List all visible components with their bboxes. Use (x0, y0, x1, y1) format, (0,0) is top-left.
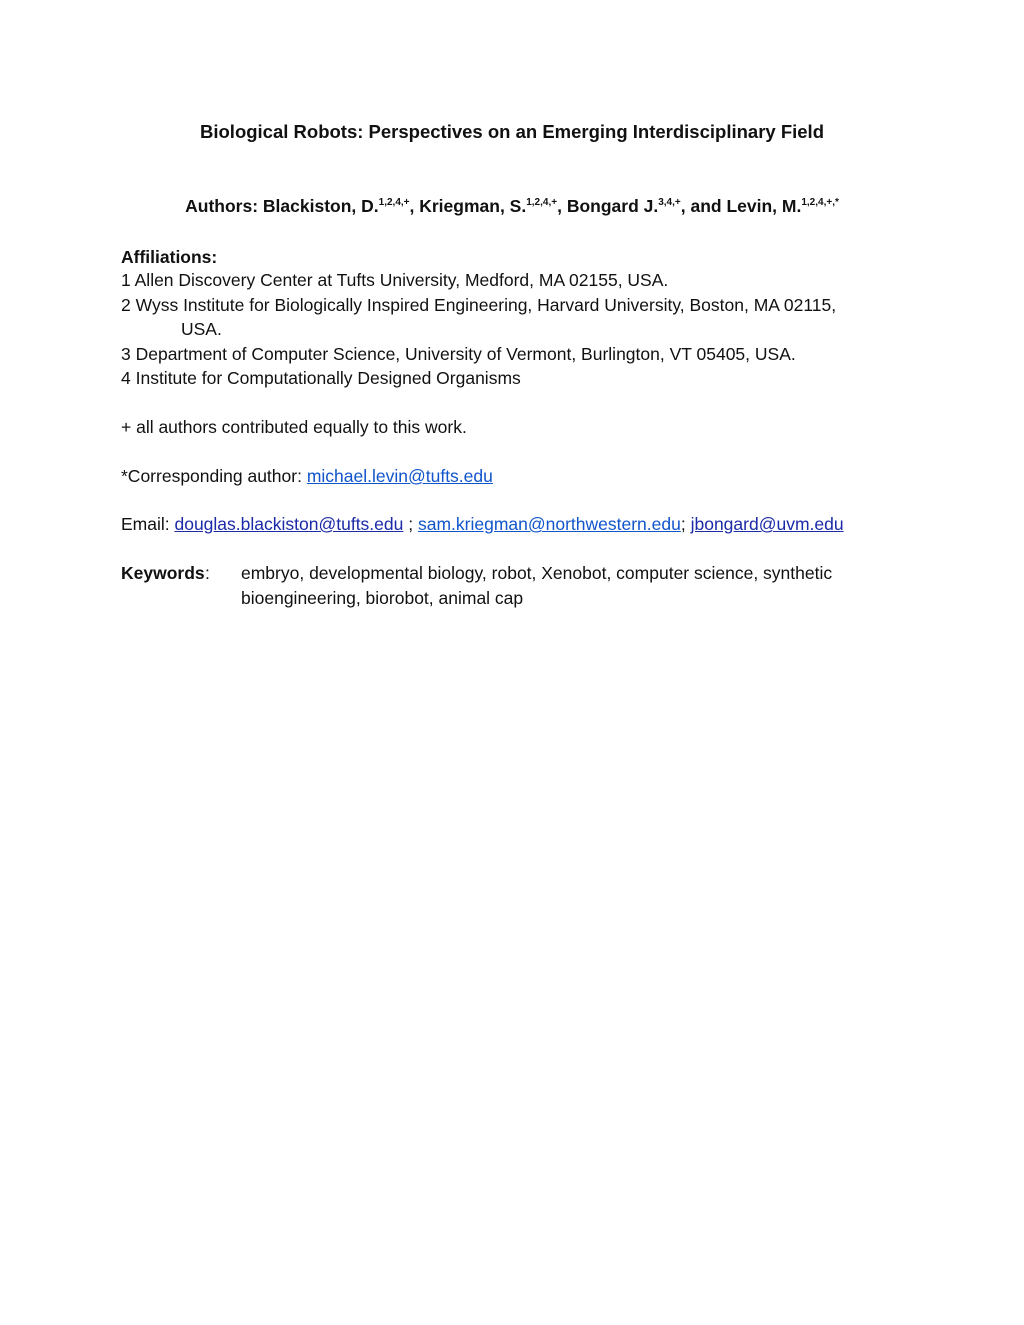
author-affiliation-marks: 1,2,4,+,* (801, 197, 839, 208)
email-separator: ; (680, 514, 691, 534)
keywords-label: Keywords (121, 563, 205, 583)
author-separator: , (409, 196, 420, 216)
keywords-colon: : (205, 563, 210, 583)
affiliation-item: 3 Department of Computer Science, University of Vermont, Burlington, VT 05405, USA. (121, 343, 796, 364)
corresponding-label: *Corresponding author: (121, 466, 307, 486)
keywords-text: embryo, developmental biology, robot, Xenobot, computer science, synthetic bioengineering, biorobot, animal cap (241, 563, 833, 608)
author-name: Bongard J. (566, 196, 659, 216)
email-label: Email: (121, 514, 175, 534)
author-separator: , and (680, 196, 727, 216)
corresponding-author (121, 464, 921, 489)
email-link-kriegman[interactable]: sam.kriegman@northwestern.edu (417, 514, 681, 534)
affiliation-item: 1 Allen Discovery Center at Tufts University, Medford, MA 02155, USA. (121, 270, 669, 290)
email-line (121, 512, 921, 537)
contribution-note: + all authors contributed equally to this work. (121, 417, 467, 437)
author-name: Blackiston, D. (262, 196, 379, 216)
authors-prefix: Authors: (185, 196, 263, 216)
email-separator: ; (403, 514, 418, 534)
email-link-blackiston[interactable]: douglas.blackiston@tufts.edu (174, 514, 404, 534)
author-affiliation-marks: 3,4,+ (658, 197, 681, 208)
author-affiliation-marks: 1,2,4,+ (378, 197, 410, 208)
paper-title: Biological Robots: Perspectives on an Emerging Interdisciplinary Field (200, 121, 824, 142)
author-separator: , (557, 196, 567, 216)
email-link-bongard[interactable]: jbongard@uvm.edu (690, 514, 844, 534)
affiliations-heading: Affiliations: (121, 247, 218, 267)
author-name: Levin, M. (726, 196, 802, 216)
affiliation-item-continuation: USA. (181, 319, 222, 339)
author-name: Kriegman, S. (419, 196, 527, 216)
affiliation-item: 4 Institute for Computationally Designed Organisms (121, 368, 521, 388)
author-affiliation-marks: 1,2,4,+ (526, 197, 558, 208)
author-line (0, 196, 1024, 217)
affiliations-list (121, 268, 921, 391)
corresponding-email-link[interactable]: michael.levin@tufts.edu (306, 466, 493, 486)
affiliation-item: 2 Wyss Institute for Biologically Inspired Engineering, Harvard University, Boston, MA 02115, (121, 294, 837, 315)
